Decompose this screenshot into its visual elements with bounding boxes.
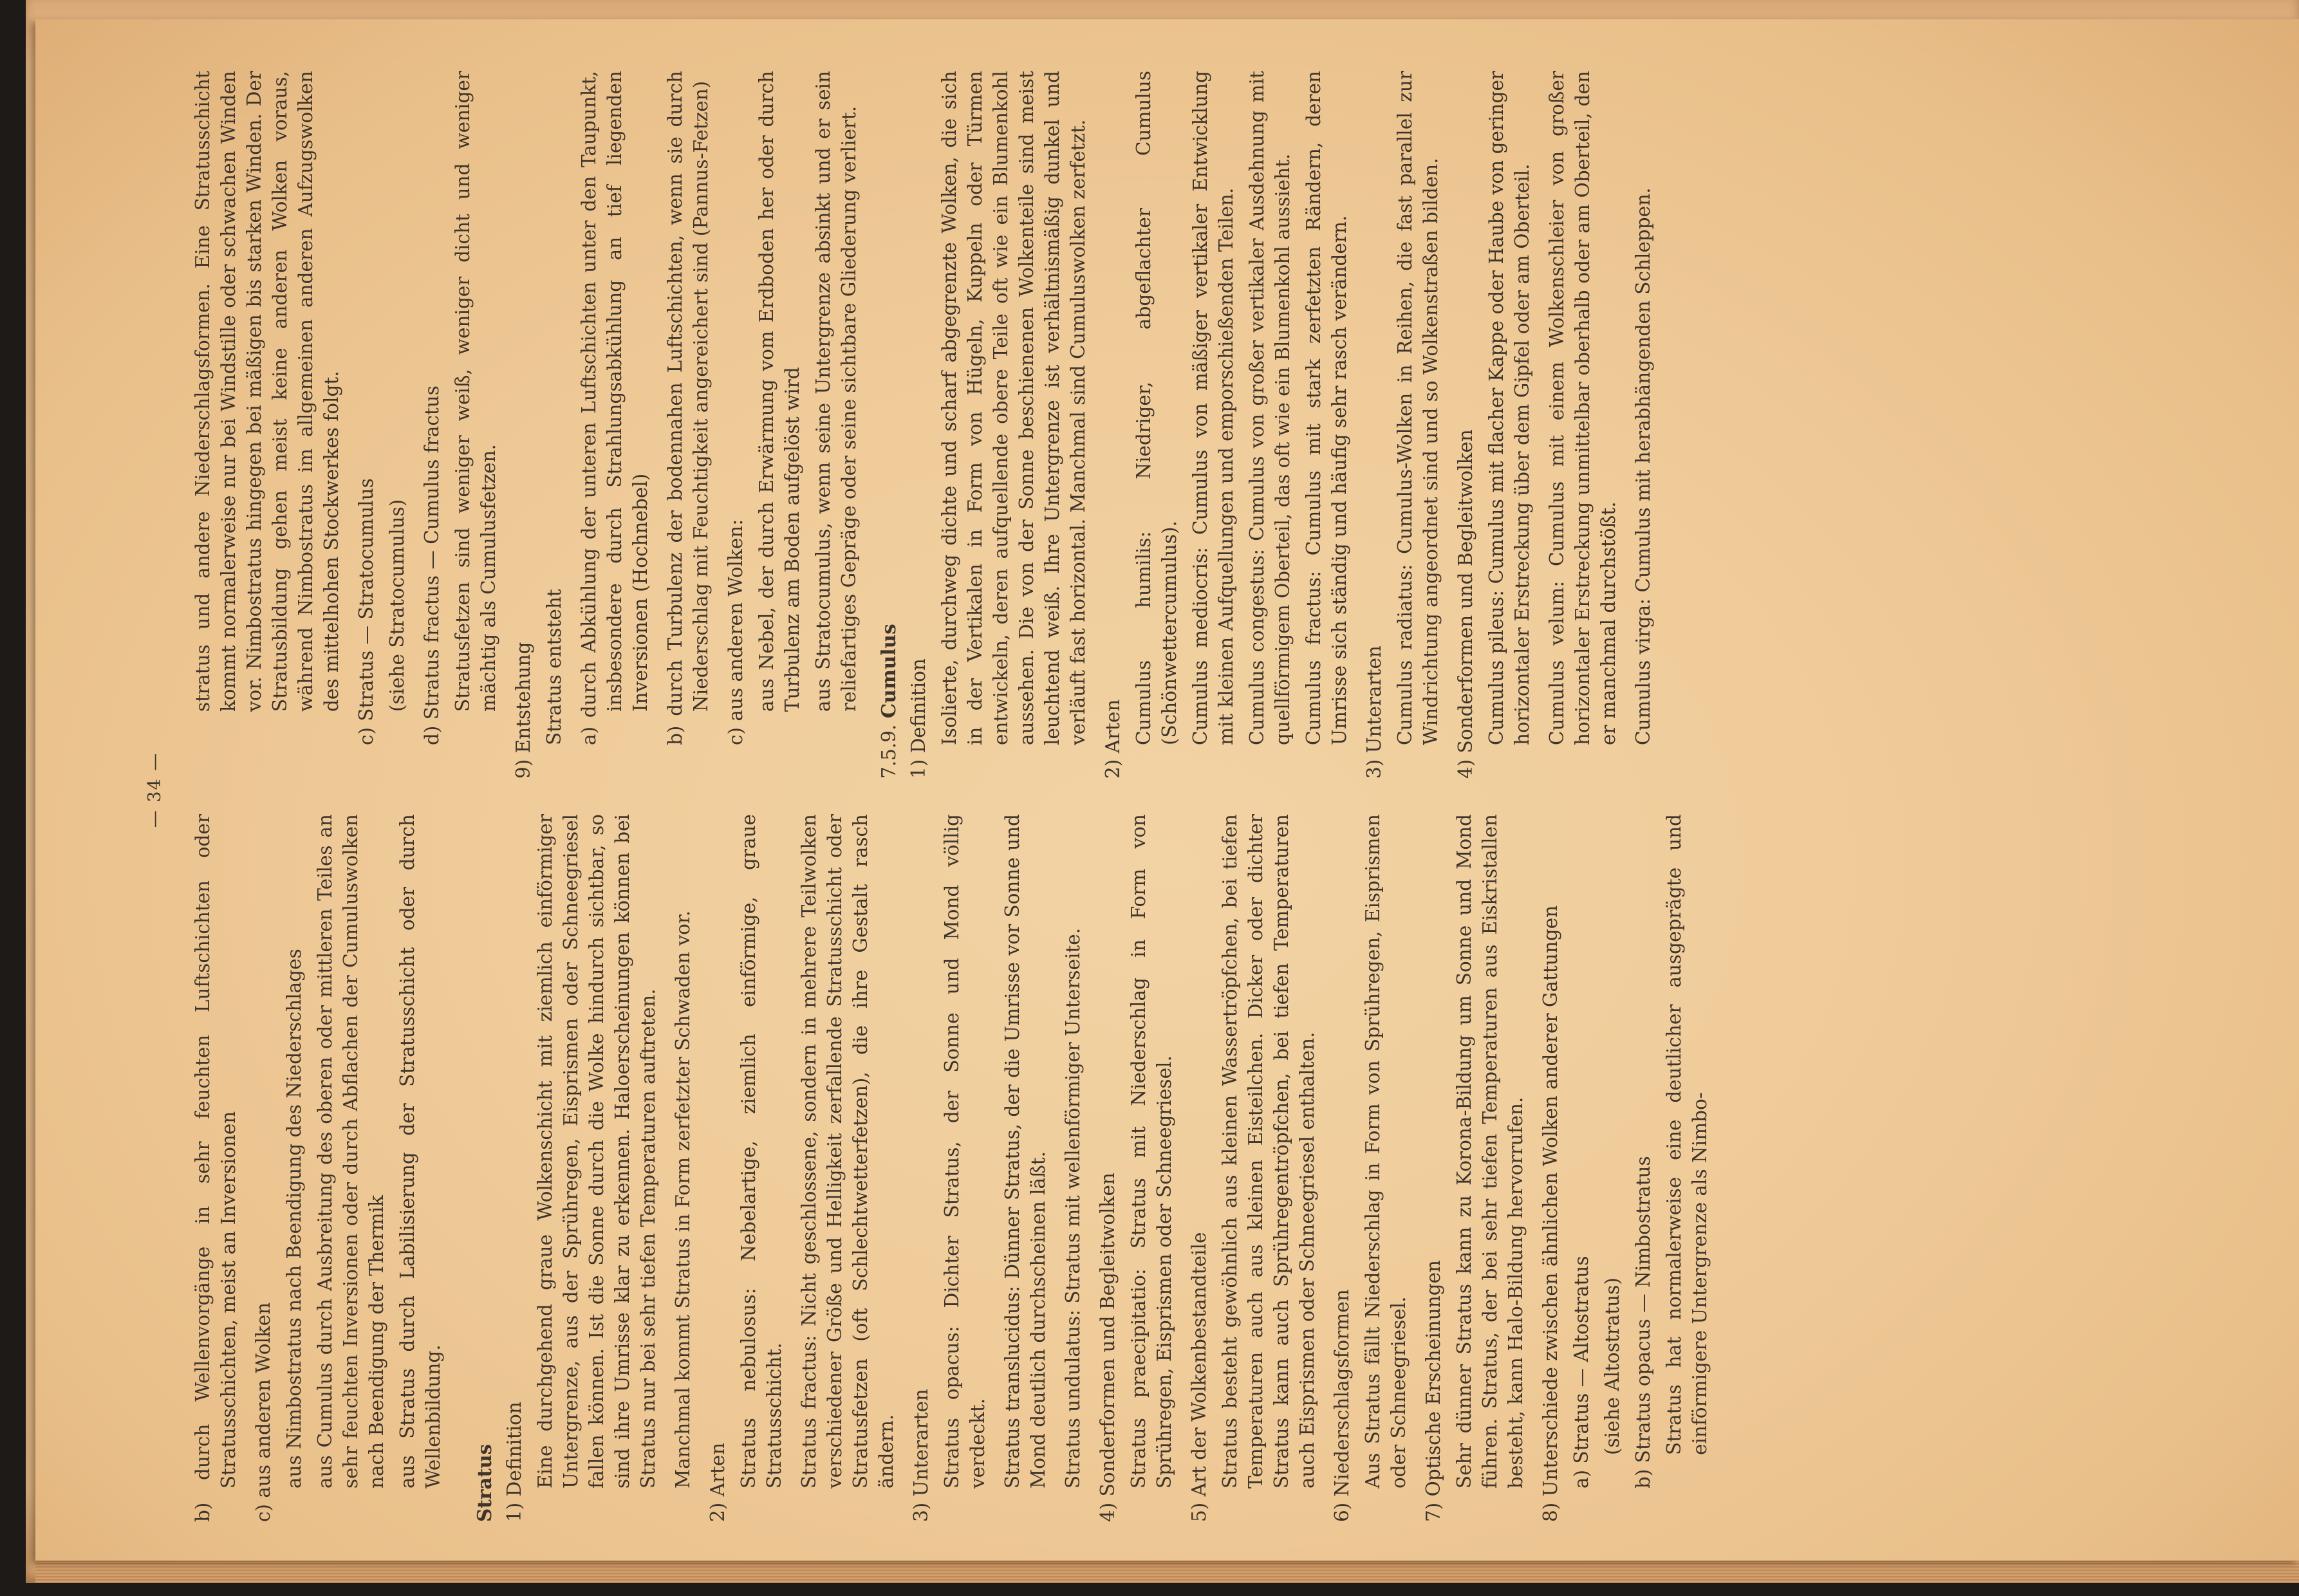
paragraph: Cumulus fractus: Cumulus mit stark zerfetzten Rändern, deren Umrisse sich ständig und häufig sehr rasch verändern.	[1303, 71, 1350, 745]
paragraph: Stratus entsteht	[543, 589, 565, 745]
paragraph: (siehe Altostratus)	[1601, 1277, 1623, 1455]
subheading: 5) Art der Wolkenbestandteile	[1188, 1232, 1210, 1522]
paragraph: Stratus undulatus: Stratus mit wellenförmiger Unterseite.	[1062, 927, 1084, 1489]
paragraph: Stratus fractus: Nicht geschlossene, sondern in mehrere Teilwolken verschiedener Größe und Helligkeit zerfallende Stratusschicht oder Stratusfetzen (oft Schlechtwetterfetzen), die ihre Gestalt rasch ändern.	[798, 814, 897, 1489]
paragraph: aus Stratus durch Labilisierung der Stratusschicht oder durch Wellenbildung.	[396, 814, 444, 1489]
paragraph: stratus und andere Niederschlagsformen. Eine Stratusschicht kommt normalerweise nur bei Windstille oder schwachen Winden vor. Nimbostratus hingegen bei mäßigen bis starken Winden. Der Stratusbildung gehen meist keine anderen Wolken voraus, während Nimbostratus im allgemeinen anderen Aufzugswolken des mittelhohen Stockwerkes folgt.	[192, 71, 342, 712]
paragraph: Eine durchgehend graue Wolkenschicht mit ziemlich einförmiger Untergrenze, aus der Sprühregen, Eisprismen oder Schneegriesel fallen können. Ist die Sonne durch die Wolke hindurch sichtbar, so sind ihre Umrisse klar zu erkennen. Haloerscheinungen können bei Stratus nur bei sehr tiefen Temperaturen auftreten.	[534, 814, 659, 1489]
paragraph: (siehe Stratocumulus)	[386, 499, 408, 712]
paragraph: Stratusfetzen sind weniger weiß, weniger dicht und weniger mächtig als Cumulusfetzen.	[452, 71, 499, 712]
rotated-page-content	[35, 19, 2299, 1561]
paragraph: Cumulus congestus: Cumulus von großer vertikaler Ausdehnung mit quellförmigem Oberteil, das oft wie ein Blumenkohl aussieht.	[1246, 71, 1294, 745]
paragraph: Cumulus pileus: Cumulus mit flacher Kappe oder Haube von geringer horizontaler Erstreckung über dem Gipfel oder am Oberteil.	[1485, 71, 1533, 745]
left-column	[190, 814, 1718, 1522]
paragraph: Sehr dünner Stratus kann zu Korona-Bildung um Sonne und Mond führen. Stratus, der bei sehr tiefen Temperaturen aus Eiskristallen besteht, kann Halo-Bildung hervorrufen.	[1453, 814, 1527, 1489]
subheading: 4) Sonderformen und Begleitwolken	[1097, 1173, 1119, 1522]
paragraph: Stratus hat normalerweise eine deutlicher ausgeprägte und einförmigere Untergrenze als Nimbo-	[1663, 814, 1711, 1455]
list-item: b) durch Turbulenz der bodennahen Luftschichten, wenn sie durch Niederschlag mit Feuchtigkeit angereichert sind (Pannus-Fetzen)	[664, 71, 712, 745]
paragraph: Stratus opacus: Dichter Stratus, der Sonne und Mond völlig verdeckt.	[941, 814, 989, 1489]
list-item: d) Stratus fractus — Cumulus fractus	[421, 385, 443, 745]
page-number: — 34 —	[145, 752, 165, 828]
paragraph: Cumulus virga: Cumulus mit herabhängenden Schleppen.	[1632, 187, 1654, 745]
section-heading-cumulus: 7.5.9. Cumulus	[877, 624, 900, 779]
paragraph: Stratus praecipitatio: Stratus mit Niederschlag in Form von Sprühregen, Eisprismen oder Schneegriesel.	[1128, 814, 1175, 1489]
section-heading-stratus: Stratus	[473, 1443, 496, 1522]
list-item: a) durch Abkühlung der unteren Luftschichten unter den Taupunkt, insbesondere durch Strahlungsabkühlung an tief liegenden Inversionen (Hochnebel)	[578, 71, 651, 745]
list-item: c) aus anderen Wolken	[252, 1302, 274, 1522]
right-column	[190, 71, 1661, 779]
subheading: 3) Unterarten	[910, 1389, 932, 1522]
paragraph: Cumulus humilis: Niedriger, abgeflachter Cumulus (Schönwettercumulus).	[1133, 71, 1180, 745]
paragraph: Manchmal kommt Stratus in Form zerfetzter Schwaden vor.	[672, 910, 694, 1489]
list-item: b) Stratus opacus — Nimbostratus	[1632, 1156, 1654, 1489]
subheading: 3) Unterarten	[1363, 645, 1385, 779]
list-item: c) aus anderen Wolken:	[725, 519, 747, 745]
subheading: 4) Sonderformen und Begleitwolken	[1455, 429, 1476, 779]
paragraph: aus Nebel, der durch Erwärmung vom Erdboden her oder durch Turbulenz am Boden aufgelöst wird	[756, 71, 803, 712]
subheading: 8) Unterschiede zwischen ähnlichen Wolken anderer Gattungen	[1540, 905, 1561, 1522]
paragraph: Stratus besteht gewöhnlich aus kleinen Wassertröpfchen, bei tiefen Temperaturen auch aus kleinen Eisteilchen. Dicker oder dichter Stratus kann auch Sprühregentröpfchen, bei tiefen Temperaturen auch Eisprismen oder Schneegriesel enthalten.	[1219, 814, 1318, 1489]
list-item: c) Stratus — Stratocumulus	[355, 478, 377, 745]
paragraph: Aus Stratus fällt Niederschlag in Form von Sprühregen, Eisprismen oder Schneegriesel.	[1362, 814, 1410, 1489]
subheading: 1) Definition	[503, 1402, 525, 1522]
subheading: 9) Entstehung	[512, 642, 534, 779]
paragraph: aus Nimbostratus nach Beendigung des Niederschlages	[283, 949, 305, 1489]
list-item: b) durch Wellenvorgänge in sehr feuchten Luftschichten oder Stratusschichten, meist an Inversionen	[192, 814, 239, 1522]
paragraph: aus Stratocumulus, wenn seine Untergrenze absinkt und er sein reliefartiges Gepräge oder seine sichtbare Gliederung verliert.	[812, 71, 860, 712]
book-page	[35, 19, 2299, 1561]
paragraph: Cumulus mediocris: Cumulus von mäßiger vertikaler Entwicklung mit kleinen Aufquellungen und emporschießenden Teilen.	[1189, 71, 1237, 745]
subheading: 2) Arten	[1102, 699, 1124, 779]
paragraph: Cumulus radiatus: Cumulus-Wolken in Reihen, die fast parallel zur Windrichtung angeordnet sind und so Wolkenstraßen bilden.	[1394, 71, 1442, 745]
subheading: 2) Arten	[707, 1442, 729, 1522]
paragraph: Stratus translucidus: Dünner Stratus, der die Umrisse vor Sonne und Mond deutlich durchscheinen läßt.	[1001, 814, 1049, 1489]
subheading: 6) Niederschlagsformen	[1331, 1289, 1353, 1522]
paragraph: aus Cumulus durch Ausbreitung des oberen oder mittleren Teiles an sehr feuchten Inversionen oder durch Abflachen der Cumuluswolken nach Beendigung der Thermik	[314, 814, 387, 1489]
subheading: 7) Optische Erscheinungen	[1422, 1259, 1444, 1522]
subheading: 1) Definition	[907, 658, 929, 779]
paragraph: Cumulus velum: Cumulus mit einem Wolkenschleier von großer horizontaler Erstreckung unmittelbar oberhalb oder am Oberteil, den er manchmal durchstößt.	[1546, 71, 1619, 745]
page-edges	[35, 1561, 2299, 1582]
list-item: a) Stratus — Altostratus	[1570, 1256, 1592, 1489]
paragraph: Stratus nebulosus: Nebelartige, ziemlich einförmige, graue Stratusschicht.	[738, 814, 785, 1489]
paragraph: Isolierte, durchweg dichte und scharf abgegrenzte Wolken, die sich in der Vertikalen in Form von Hügeln, Kuppeln oder Türmen entwickeln, deren aufquellende obere Teile oft wie ein Blumenkohl aussehen. Die von der Sonne beschienenen Wolkenteile sind meist leuchtend weiß. Ihre Untergrenze ist verhältnismäßig dunkel und verläuft fast horizontal. Manchmal sind Cumuluswolken zerfetzt.	[938, 71, 1089, 745]
